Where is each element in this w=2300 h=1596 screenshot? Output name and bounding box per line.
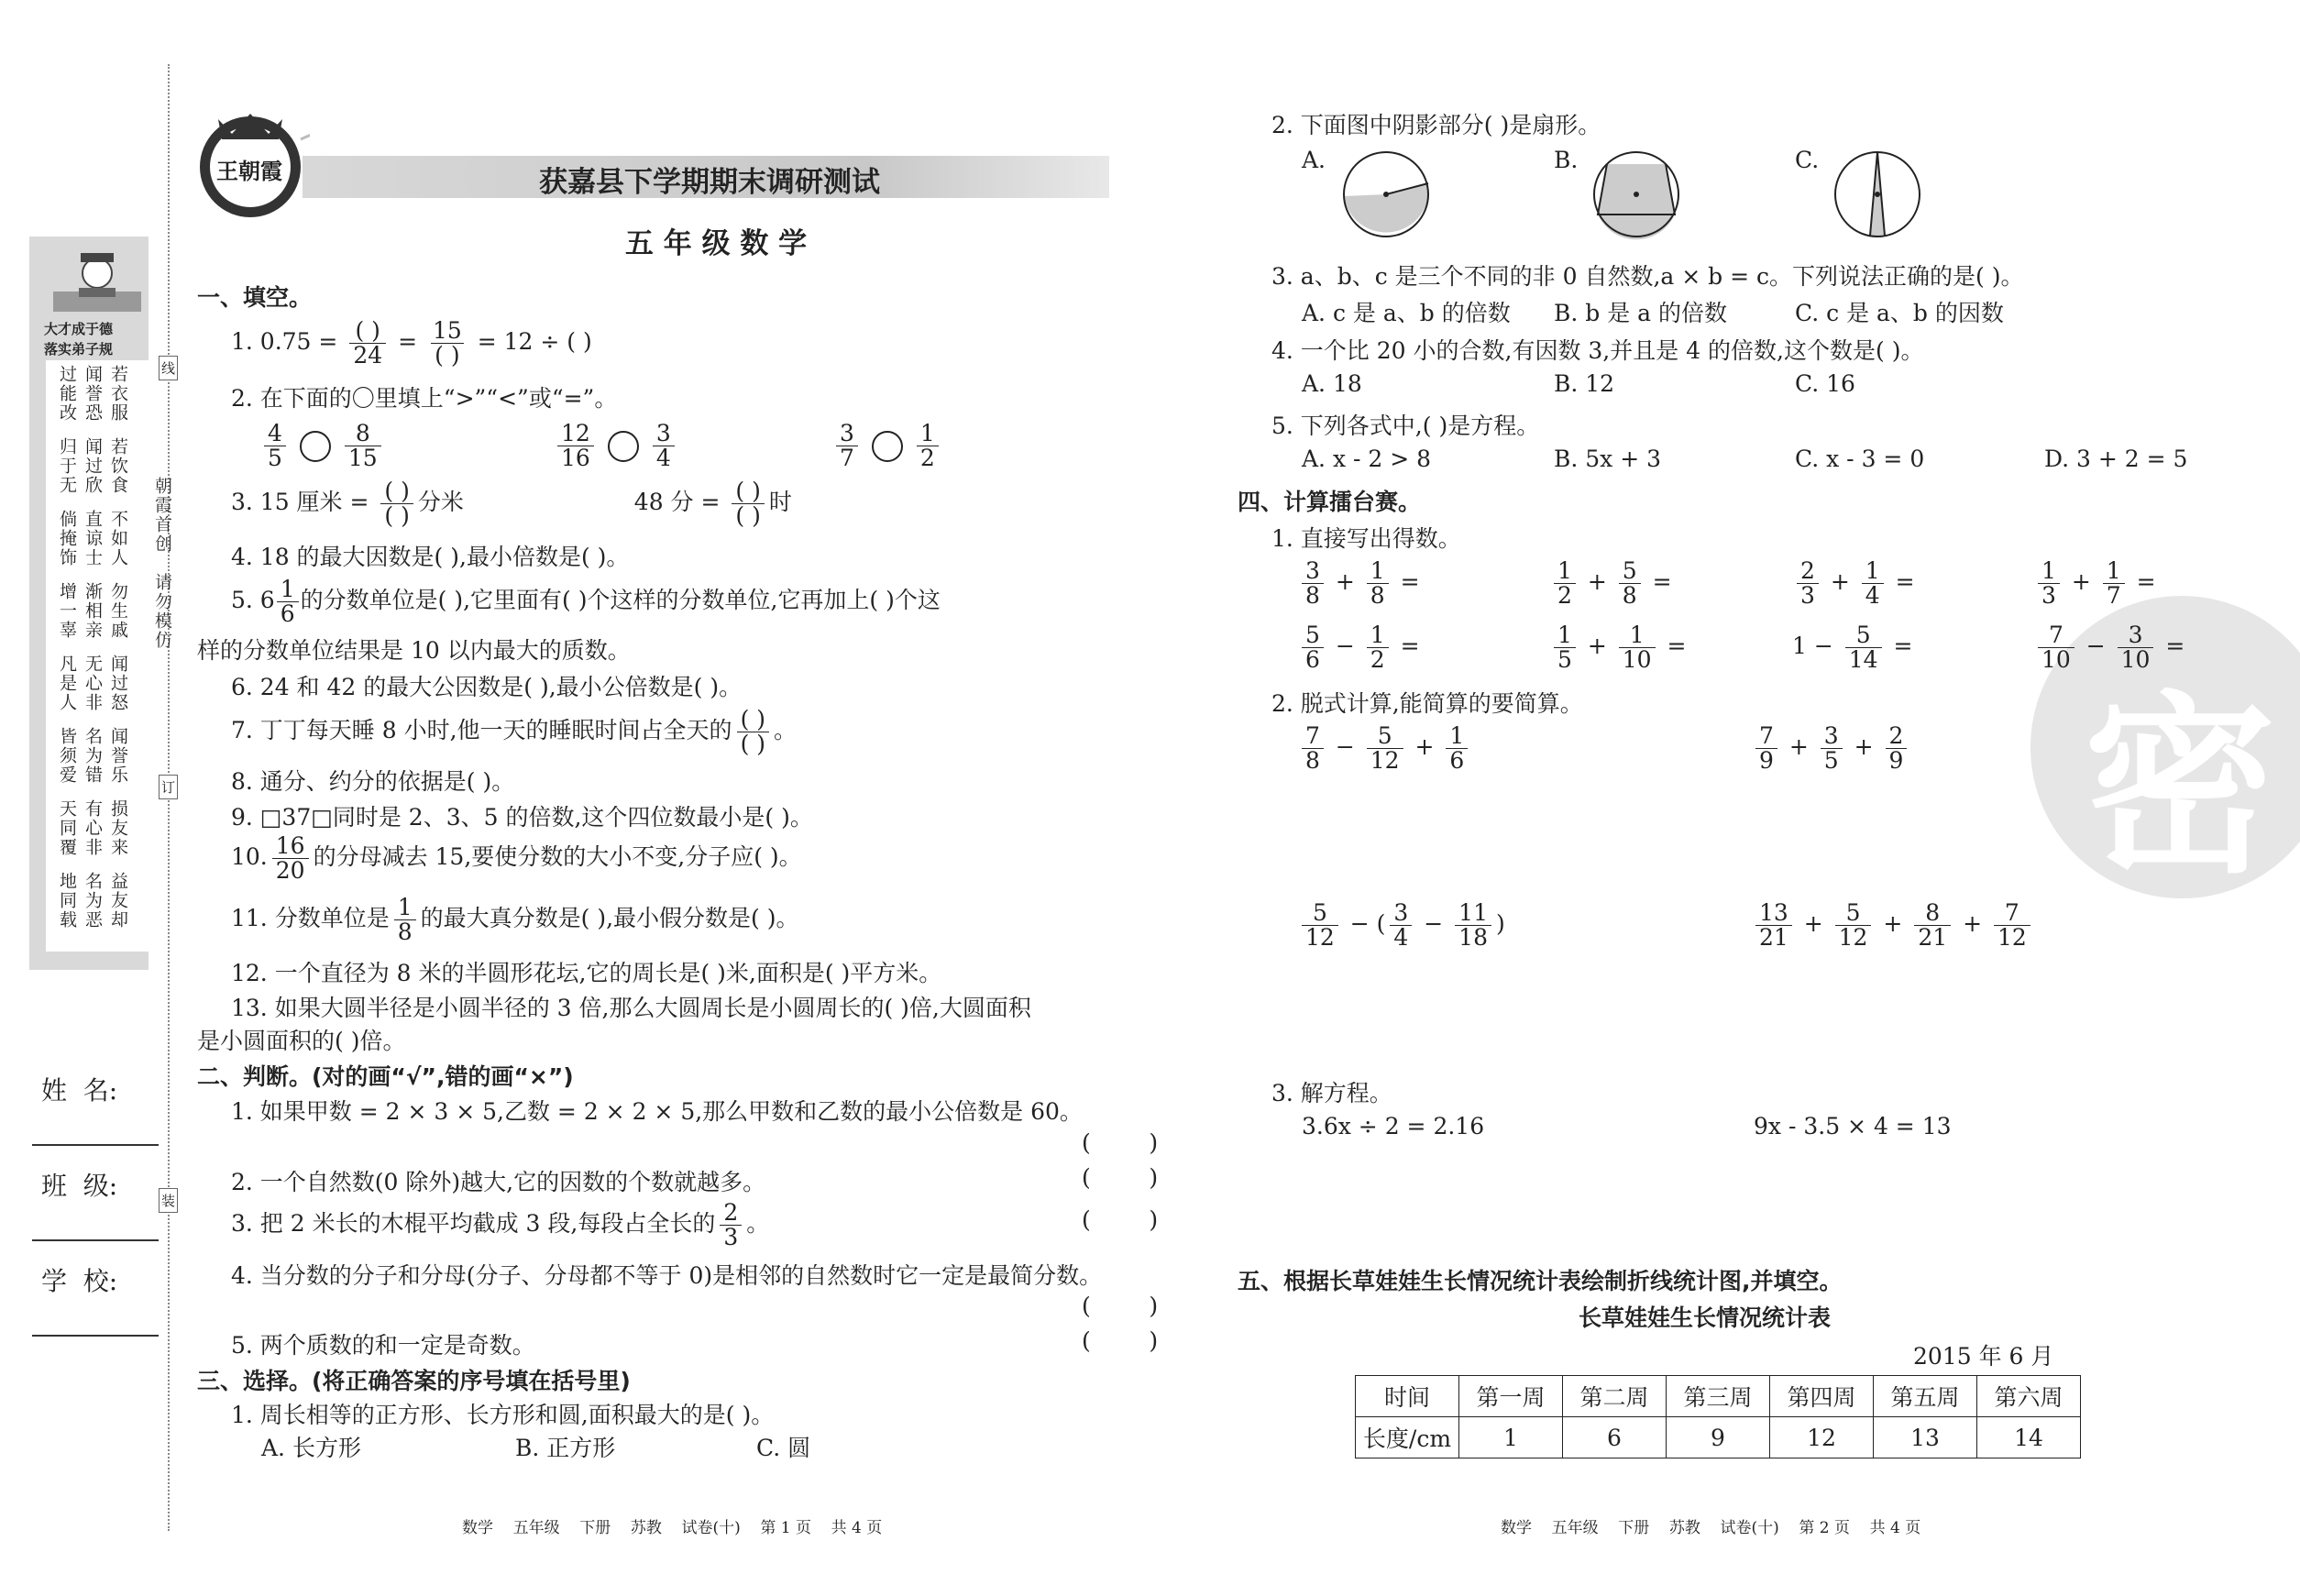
seal-char-3: 装 bbox=[159, 1188, 178, 1213]
choice-2-opt-b[interactable]: B. bbox=[1554, 147, 1579, 173]
vertical-label-1: 朝霞首创 bbox=[152, 477, 172, 554]
calc-2-title: 2. 脱式计算,能简算的要简算。 bbox=[1271, 690, 1583, 717]
stepwise-calc-4: $\frac{13}{21}$ + $\frac{5}{12}$ + $\frac{8}{21}$ + $\frac{7}{12}$ bbox=[1751, 901, 2035, 950]
q1-5: 5. 6 $\frac{1}{6}$ 的分数单位是( ),它里面有( )个这样的分数单位,它再加上( )个这 bbox=[231, 576, 941, 627]
table-cell: 12 bbox=[1770, 1417, 1874, 1458]
motto-column: 若饮食 bbox=[108, 437, 128, 495]
table-cell: 14 bbox=[1977, 1417, 2081, 1458]
motto-column: 皆须爱 bbox=[57, 727, 77, 785]
table-cell: 9 bbox=[1667, 1417, 1770, 1458]
choice-3-opt-c[interactable]: C. c 是 a、b 的因数 bbox=[1795, 300, 2004, 326]
judge-3: 3. 把 2 米长的木棍平均截成 3 段,每段占全长的 $\frac{2}{3}$ 。 bbox=[231, 1199, 770, 1250]
motto-column: 归于无 bbox=[57, 437, 77, 495]
judge-5-paren[interactable]: ( ) bbox=[1082, 1327, 1159, 1354]
compare-circle[interactable] bbox=[608, 431, 639, 462]
choice-2-opt-a[interactable]: A. bbox=[1302, 147, 1326, 173]
choice-5-opt-b[interactable]: B. 5x + 3 bbox=[1554, 446, 1662, 472]
motto-column: 名为恶 bbox=[83, 872, 103, 930]
choice-5-opt-d[interactable]: D. 3 + 2 = 5 bbox=[2044, 446, 2188, 472]
motto-column: 直谅士 bbox=[83, 510, 103, 567]
motto-column: 有心非 bbox=[83, 799, 103, 857]
compare-circle[interactable] bbox=[872, 431, 903, 462]
equation-1: 3.6x ÷ 2 = 2.16 bbox=[1302, 1113, 1485, 1139]
stat-table-date: 2015 年 6 月 bbox=[1913, 1343, 2054, 1370]
q1-9: 9. □37□同时是 2、3、5 的倍数,这个四位数最小是( )。 bbox=[231, 804, 813, 831]
motto-column: 闻过怒 bbox=[108, 655, 128, 712]
judge-1: 1. 如果甲数 = 2 × 3 × 5,乙数 = 2 × 2 × 5,那么甲数和乙数的最小公倍数是 60。 bbox=[231, 1098, 1083, 1125]
oral-calc-6: $\frac{1}{5}$ + $\frac{1}{10}$ = bbox=[1549, 623, 1686, 672]
stepwise-calc-3: $\frac{5}{12}$ − ( $\frac{3}{4}$ − $\frac{11}{18}$ ) bbox=[1297, 901, 1505, 950]
footer-left: 数学 五年级 下册 苏教 试卷(十) 第 1 页 共 4 页 bbox=[462, 1519, 883, 1537]
oral-calc-8: $\frac{7}{10}$ − $\frac{3}{10}$ = bbox=[2033, 623, 2184, 672]
oral-calc-2: $\frac{1}{2}$ + $\frac{5}{8}$ = bbox=[1549, 559, 1672, 608]
choice-4-opt-b[interactable]: B. 12 bbox=[1554, 370, 1615, 397]
table-header: 时间 bbox=[1356, 1376, 1459, 1417]
sector-figure-a bbox=[1340, 149, 1432, 246]
oral-calc-3: $\frac{2}{3}$ + $\frac{1}{4}$ = bbox=[1792, 559, 1915, 608]
oral-calc-1: $\frac{3}{8}$ + $\frac{1}{8}$ = bbox=[1297, 559, 1420, 608]
class-label: 班 级: bbox=[41, 1171, 118, 1201]
motto-column: 渐相亲 bbox=[83, 582, 103, 640]
stepwise-calc-2: $\frac{7}{9}$ + $\frac{3}{5}$ + $\frac{2}{9}$ bbox=[1751, 724, 1911, 773]
choice-4-opt-c[interactable]: C. 16 bbox=[1795, 370, 1855, 397]
motto-line-1: 大才成于德 bbox=[44, 321, 114, 337]
judge-4: 4. 当分数的分子和分母(分子、分母都不等于 0)是相邻的自然数时它一定是最简分数。 bbox=[231, 1262, 1103, 1289]
calc-1-title: 1. 直接写出得数。 bbox=[1271, 525, 1461, 552]
motto-column: 过能改 bbox=[57, 365, 77, 423]
table-cell: 1 bbox=[1459, 1417, 1563, 1458]
sector-figure-b bbox=[1590, 149, 1682, 246]
table-cell: 6 bbox=[1563, 1417, 1667, 1458]
judge-4-paren[interactable]: ( ) bbox=[1082, 1293, 1159, 1319]
calc-3-title: 3. 解方程。 bbox=[1271, 1080, 1392, 1106]
choice-1-opt-b[interactable]: B. 正方形 bbox=[515, 1435, 616, 1461]
vertical-label-2: 请勿模仿 bbox=[152, 573, 172, 650]
section-4-title: 四、计算擂台赛。 bbox=[1238, 489, 1422, 515]
equation-2: 9x - 3.5 × 4 = 13 bbox=[1754, 1113, 1952, 1139]
judge-2-paren[interactable]: ( ) bbox=[1082, 1164, 1159, 1191]
oral-calc-7: 1 − $\frac{5}{14}$ = bbox=[1792, 622, 1913, 673]
table-row bbox=[1356, 1417, 2081, 1458]
motto-column: 名为错 bbox=[83, 727, 103, 785]
q1-2-pair-3: $\frac{3}{7}$ $\frac{1}{2}$ bbox=[831, 422, 943, 470]
logo-text: 王朝霞 bbox=[216, 159, 282, 184]
choice-4: 4. 一个比 20 小的合数,有因数 3,并且是 4 的倍数,这个数是( )。 bbox=[1271, 337, 1924, 364]
table-header: 第二周 bbox=[1563, 1376, 1667, 1417]
q1-13: 13. 如果大圆半径是小圆半径的 3 倍,那么大圆周长是小圆周长的( )倍,大圆面积 bbox=[231, 995, 1031, 1021]
table-cell: 长度/cm bbox=[1356, 1417, 1459, 1458]
choice-1: 1. 周长相等的正方形、长方形和圆,面积最大的是( )。 bbox=[231, 1402, 775, 1428]
table-header: 第六周 bbox=[1977, 1376, 2081, 1417]
q1-8: 8. 通分、约分的依据是( )。 bbox=[231, 768, 515, 795]
choice-3-opt-a[interactable]: A. c 是 a、b 的倍数 bbox=[1302, 300, 1511, 326]
choice-3-opt-b[interactable]: B. b 是 a 的倍数 bbox=[1554, 300, 1728, 326]
choice-5-opt-a[interactable]: A. x - 2 > 8 bbox=[1302, 446, 1432, 472]
section-3-title: 三、选择。(将正确答案的序号填在括号里) bbox=[197, 1368, 631, 1394]
class-underline[interactable] bbox=[32, 1239, 159, 1241]
exam-title: 获嘉县下学期期末调研测试 bbox=[539, 166, 880, 199]
judge-5: 5. 两个质数的和一定是奇数。 bbox=[231, 1332, 535, 1359]
motto-column: 倘掩饰 bbox=[57, 510, 77, 567]
seal-char-1: 线 bbox=[159, 356, 178, 380]
judge-1-paren[interactable]: ( ) bbox=[1082, 1129, 1159, 1156]
scholar-illustration bbox=[46, 246, 149, 325]
q1-4: 4. 18 的最大因数是( ),最小倍数是( )。 bbox=[231, 544, 630, 570]
choice-5-opt-c[interactable]: C. x - 3 = 0 bbox=[1795, 446, 1925, 472]
name-label: 姓 名: bbox=[41, 1075, 118, 1106]
watermark-stamp: 密 bbox=[2030, 596, 2300, 898]
motto-line-2: 落实弟子规 bbox=[44, 341, 114, 358]
q1-2-pair-2: $\frac{12}{16}$ $\frac{3}{4}$ bbox=[553, 422, 679, 470]
motto-column: 益友却 bbox=[108, 872, 128, 930]
q1-3: 3. 15 厘米 = $\frac{( )}{( )}$ 分米 48 分 = $\frac{( )}{( )}$ 时 bbox=[231, 478, 792, 529]
motto-column: 损友来 bbox=[108, 799, 128, 857]
motto-column: 天同覆 bbox=[57, 799, 77, 857]
q1-12: 12. 一个直径为 8 米的半圆形花坛,它的周长是( )米,面积是( )平方米。 bbox=[231, 960, 942, 986]
q1-7: 7. 丁丁每天睡 8 小时,他一天的睡眠时间占全天的 $\frac{( )}{( )}$ 。 bbox=[231, 706, 798, 757]
choice-3: 3. a、b、c 是三个不同的非 0 自然数,a × b = c。下列说法正确的是( )。 bbox=[1271, 263, 2024, 290]
table-header: 第五周 bbox=[1874, 1376, 1977, 1417]
motto-column: 若衣服 bbox=[108, 365, 128, 423]
section-5-title: 五、根据长草娃娃生长情况统计表绘制折线统计图,并填空。 bbox=[1238, 1268, 1843, 1294]
section-1-title: 一、填空。 bbox=[197, 284, 313, 311]
stat-table bbox=[1355, 1375, 2081, 1458]
motto-column: 无心非 bbox=[83, 655, 103, 712]
q1-6: 6. 24 和 42 的最大公因数是( ),最小公倍数是( )。 bbox=[231, 674, 743, 700]
table-header: 第四周 bbox=[1770, 1376, 1874, 1417]
name-underline[interactable] bbox=[32, 1144, 159, 1146]
choice-2-opt-c[interactable]: C. bbox=[1795, 147, 1820, 173]
choice-4-opt-a[interactable]: A. 18 bbox=[1302, 370, 1362, 397]
table-row bbox=[1356, 1376, 2081, 1417]
motto-column: 闻誉恐 bbox=[83, 365, 103, 423]
motto-column: 闻誉乐 bbox=[108, 727, 128, 785]
choice-2: 2. 下面图中阴影部分( )是扇形。 bbox=[1271, 112, 1601, 138]
q1-2: 2. 在下面的〇里填上“>”“<”或“=”。 bbox=[231, 385, 618, 412]
choice-1-opt-c[interactable]: C. 圆 bbox=[756, 1435, 811, 1461]
footer-right: 数学 五年级 下册 苏教 试卷(十) 第 2 页 共 4 页 bbox=[1501, 1519, 1921, 1537]
table-header: 第三周 bbox=[1667, 1376, 1770, 1417]
q1-1: 1. 0.75 = $\frac{( )}{24}$ = $\frac{15}{( )}$ = 12 ÷ ( ) bbox=[231, 317, 592, 369]
q1-10: 10. $\frac{16}{20}$ 的分母减去 15,要使分数的大小不变,分子应( )。 bbox=[231, 832, 802, 884]
motto-column: 地同载 bbox=[57, 872, 77, 930]
exam-subtitle: 五 年 级 数 学 bbox=[625, 227, 808, 260]
motto-column: 增一辜 bbox=[57, 582, 77, 640]
motto-column: 不如人 bbox=[108, 510, 128, 567]
sector-figure-c bbox=[1832, 149, 1923, 246]
seal-char-2: 订 bbox=[159, 775, 178, 799]
oral-calc-5: $\frac{5}{6}$ − $\frac{1}{2}$ = bbox=[1297, 623, 1420, 672]
table-cell: 13 bbox=[1874, 1417, 1977, 1458]
compare-circle[interactable] bbox=[300, 431, 331, 462]
q1-11: 11. 分数单位是 $\frac{1}{8}$ 的最大真分数是( ),最小假分数是( )。 bbox=[231, 894, 799, 945]
choice-5: 5. 下列各式中,( )是方程。 bbox=[1271, 413, 1540, 439]
stepwise-calc-1: $\frac{7}{8}$ − $\frac{5}{12}$ + $\frac{1}{6}$ bbox=[1297, 724, 1472, 773]
judge-2: 2. 一个自然数(0 除外)越大,它的因数的个数就越多。 bbox=[231, 1169, 766, 1195]
judge-3-paren[interactable]: ( ) bbox=[1082, 1206, 1159, 1233]
school-underline[interactable] bbox=[32, 1335, 159, 1337]
school-label: 学 校: bbox=[41, 1266, 118, 1296]
q1-5-cont: 样的分数单位结果是 10 以内最大的质数。 bbox=[197, 637, 631, 664]
choice-1-opt-a[interactable]: A. 长方形 bbox=[261, 1435, 361, 1461]
motto-column: 勿生戚 bbox=[108, 582, 128, 640]
q1-13-cont: 是小圆面积的( )倍。 bbox=[197, 1028, 406, 1054]
q1-2-pair-1: $\frac{4}{5}$ $\frac{8}{15}$ bbox=[259, 422, 386, 470]
section-2-title: 二、判断。(对的画“√”,错的画“×”) bbox=[197, 1063, 574, 1090]
table-header: 第一周 bbox=[1459, 1376, 1563, 1417]
motto-column: 闻过欣 bbox=[83, 437, 103, 495]
motto-column: 凡是人 bbox=[57, 655, 77, 712]
stat-table-title: 长草娃娃生长情况统计表 bbox=[1579, 1304, 1832, 1331]
oral-calc-4: $\frac{1}{3}$ + $\frac{1}{7}$ = bbox=[2033, 559, 2156, 608]
